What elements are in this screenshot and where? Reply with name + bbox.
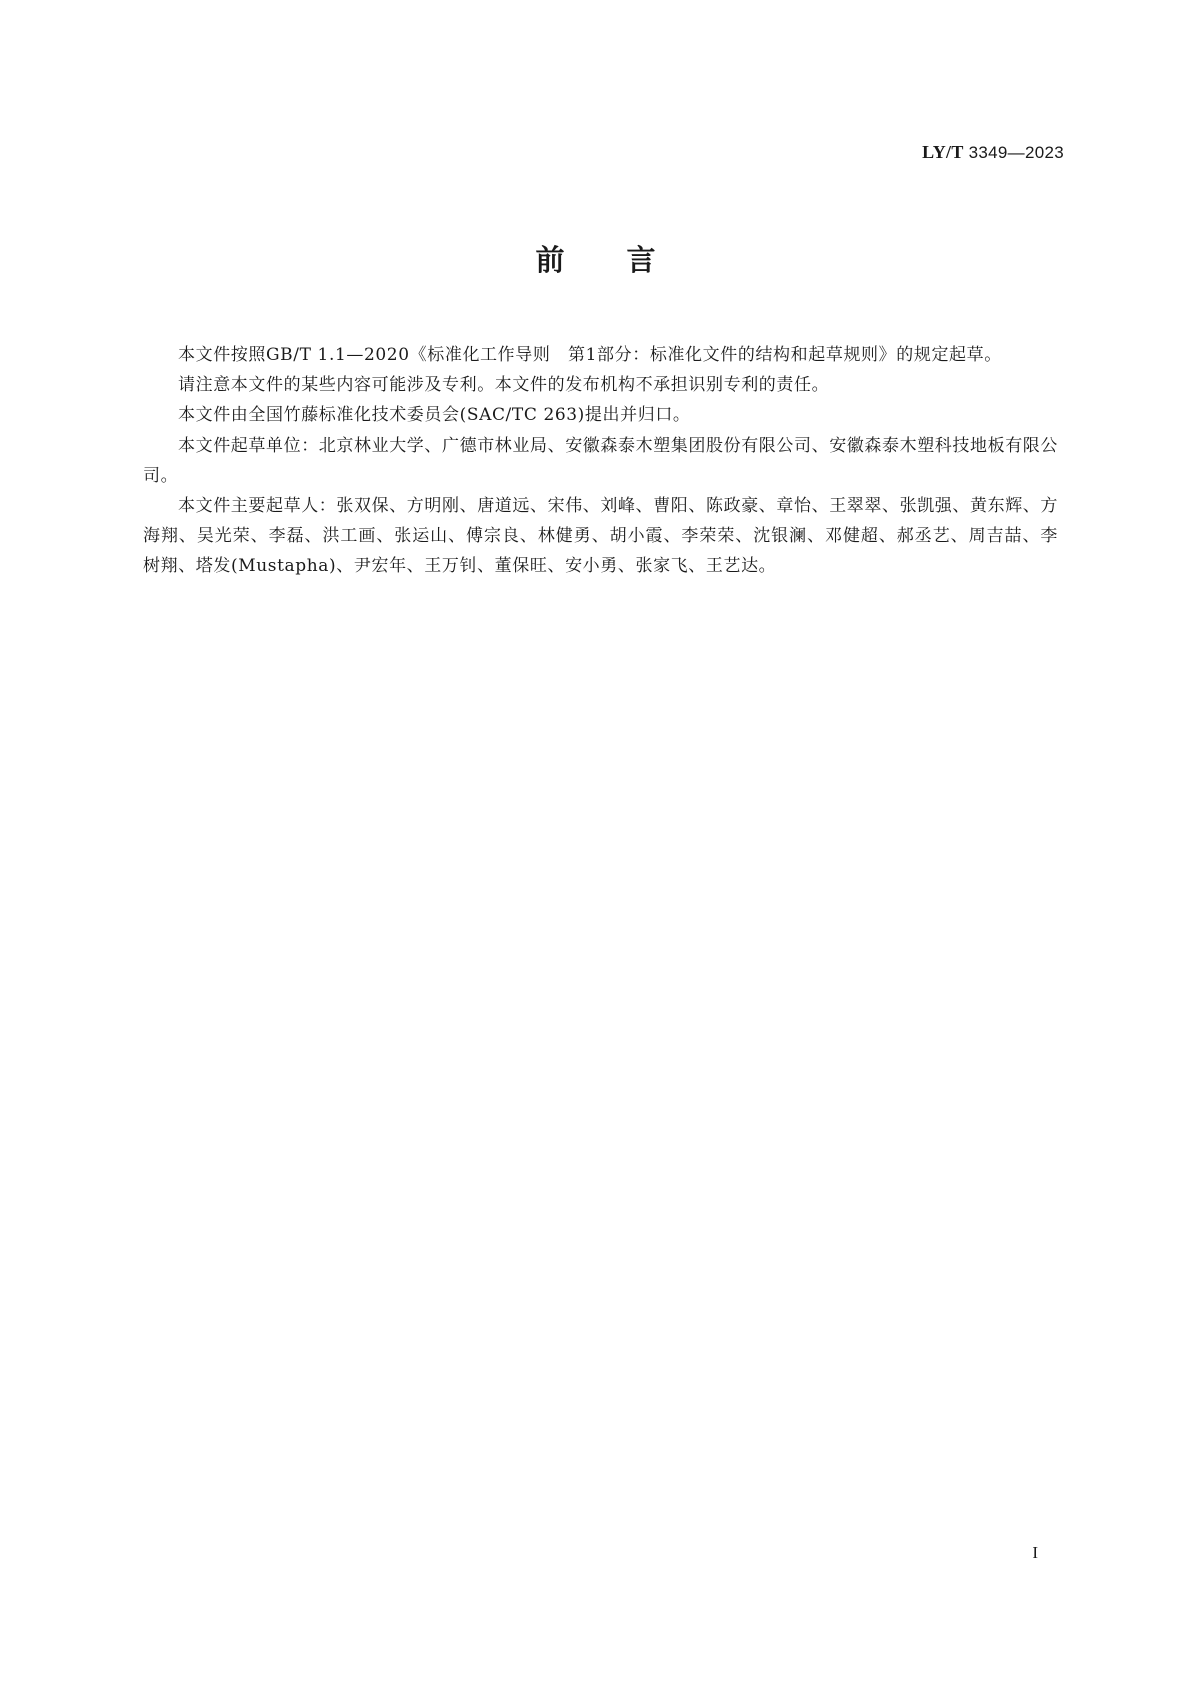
document-code-number: 3349—2023 xyxy=(963,143,1064,162)
foreword-body xyxy=(143,340,1058,582)
paragraph-drafters: 本文件主要起草人：张双保、方明刚、唐道远、宋伟、刘峰、曹阳、陈政豪、章怡、王翠翠、张凯强、黄东辉、方海翔、吴光荣、李磊、洪工画、张运山、傅宗良、林健勇、胡小霞、李荣荣、沈银澜、邓健超、郝丞艺、周吉喆、李树翔、塔发(Mustapha)、尹宏年、王万钊、董保旺、安小勇、张家飞、王艺达。 xyxy=(143,496,1058,577)
page-number: I xyxy=(1032,1543,1038,1562)
paragraph-drafting-basis: 本文件按照GB/T 1.1—2020《标准化工作导则 第1部分：标准化文件的结构和起草规则》的规定起草。 xyxy=(178,345,1002,365)
document-code-prefix: LY/T xyxy=(922,142,964,162)
document-code xyxy=(922,142,1064,163)
paragraph-proposer: 本文件由全国竹藤标准化技术委员会(SAC/TC 263)提出并归口。 xyxy=(178,405,691,426)
page-title: 前言 xyxy=(535,243,718,277)
paragraph-patent-notice: 请注意本文件的某些内容可能涉及专利。本文件的发布机构不承担识别专利的责任。 xyxy=(178,375,830,396)
paragraph-drafting-units: 本文件起草单位：北京林业大学、广德市林业局、安徽森泰木塑集团股份有限公司、安徽森泰木塑科技地板有限公司。 xyxy=(143,435,1058,486)
